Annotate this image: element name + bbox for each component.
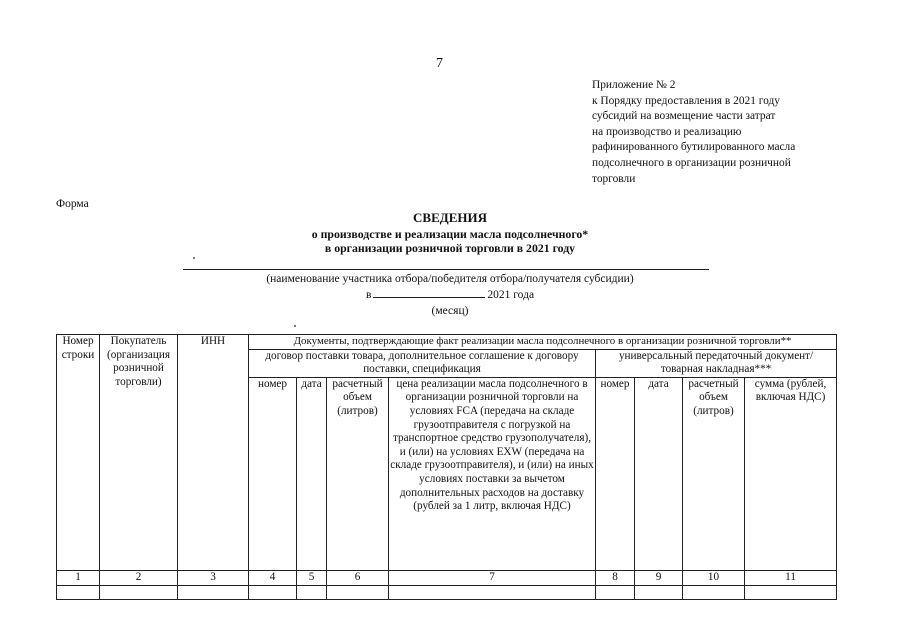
- period-year: 2021 года: [487, 289, 535, 301]
- appendix-block: [592, 78, 852, 187]
- form-label: Форма: [56, 198, 89, 210]
- participant-name-line: [183, 269, 709, 270]
- column-number: 10: [683, 570, 745, 585]
- report-table: [56, 334, 837, 600]
- empty-cell: [57, 585, 100, 599]
- appendix-line: на производство и реализацию: [592, 125, 742, 138]
- column-number: 6: [327, 570, 389, 585]
- column-number: 8: [596, 570, 635, 585]
- header-documents: Документы, подтверждающие факт реализации масла подсолнечного в организации розничной торговли**: [249, 335, 837, 350]
- document-title: СВЕДЕНИЯ: [413, 210, 487, 225]
- empty-data-row: [57, 585, 837, 599]
- column-number: 2: [100, 570, 178, 585]
- period-prefix: в: [365, 289, 372, 301]
- empty-cell: [297, 585, 327, 599]
- header-upd-number: номер: [596, 377, 635, 570]
- empty-cell: [100, 585, 178, 599]
- participant-caption: (наименование участника отбора/победителя отбора/получателя субсидии): [266, 273, 634, 285]
- header-price: цена реализации масла подсолнечного в организации розничной торговли на условиях FCA (передача на складе грузоотправителя с погрузкой на транспортное средство грузополучателя), и (или) на условиях EXW (передача на складе грузоотправителя), и (или) на иных условиях поставки за вычетом дополнительных расходов на доставку (рублей за 1 литр, включая НДС): [389, 377, 596, 570]
- column-number: 5: [297, 570, 327, 585]
- empty-cell: [745, 585, 837, 599]
- appendix-line: субсидий на возмещение части затрат: [592, 110, 776, 123]
- empty-cell: [683, 585, 745, 599]
- document-subtitle-line1: о производстве и реализации масла подсолнечного*: [311, 227, 589, 241]
- header-contract-number: номер: [249, 377, 297, 570]
- column-number: 11: [745, 570, 837, 585]
- column-number: 3: [178, 570, 249, 585]
- header-contract-volume: расчетный объем (литров): [327, 377, 389, 570]
- header-contract-date: дата: [297, 377, 327, 570]
- header-buyer: Покупатель (организация розничной торговли): [100, 335, 178, 571]
- empty-cell: [389, 585, 596, 599]
- appendix-line: подсолнечного в организации розничной: [592, 156, 791, 169]
- column-number-row: [57, 570, 837, 585]
- document-subtitle-line2: в организации розничной торговли в 2021 году: [324, 241, 576, 255]
- column-number: 7: [389, 570, 596, 585]
- header-row-number: Номер строки: [57, 335, 100, 571]
- appendix-line: рафинированного бутилированного масла: [592, 141, 796, 154]
- empty-cell: [249, 585, 297, 599]
- header-upd-sum: сумма (рублей, включая НДС): [745, 377, 837, 570]
- month-blank: [373, 288, 485, 298]
- page-number: 7: [436, 56, 443, 71]
- column-number: 1: [57, 570, 100, 585]
- scan-speck: [294, 325, 296, 327]
- appendix-line: торговли: [592, 172, 636, 185]
- header-upd-volume: расчетный объем (литров): [683, 377, 745, 570]
- header-upd-date: дата: [635, 377, 683, 570]
- column-number: 4: [249, 570, 297, 585]
- empty-cell: [635, 585, 683, 599]
- period-line: [180, 288, 720, 301]
- header-upd-group: универсальный передаточный документ/ товарная накладная***: [596, 349, 837, 377]
- scan-speck: [193, 257, 195, 259]
- column-number: 9: [635, 570, 683, 585]
- month-caption: (месяц): [431, 305, 469, 317]
- appendix-line: к Порядку предоставления в 2021 году: [592, 94, 780, 107]
- appendix-line: Приложение № 2: [592, 79, 676, 91]
- empty-cell: [178, 585, 249, 599]
- header-inn: ИНН: [178, 335, 249, 571]
- empty-cell: [596, 585, 635, 599]
- empty-cell: [327, 585, 389, 599]
- header-contract-group: договор поставки товара, дополнительное соглашение к договору поставки, спецификация: [249, 349, 596, 377]
